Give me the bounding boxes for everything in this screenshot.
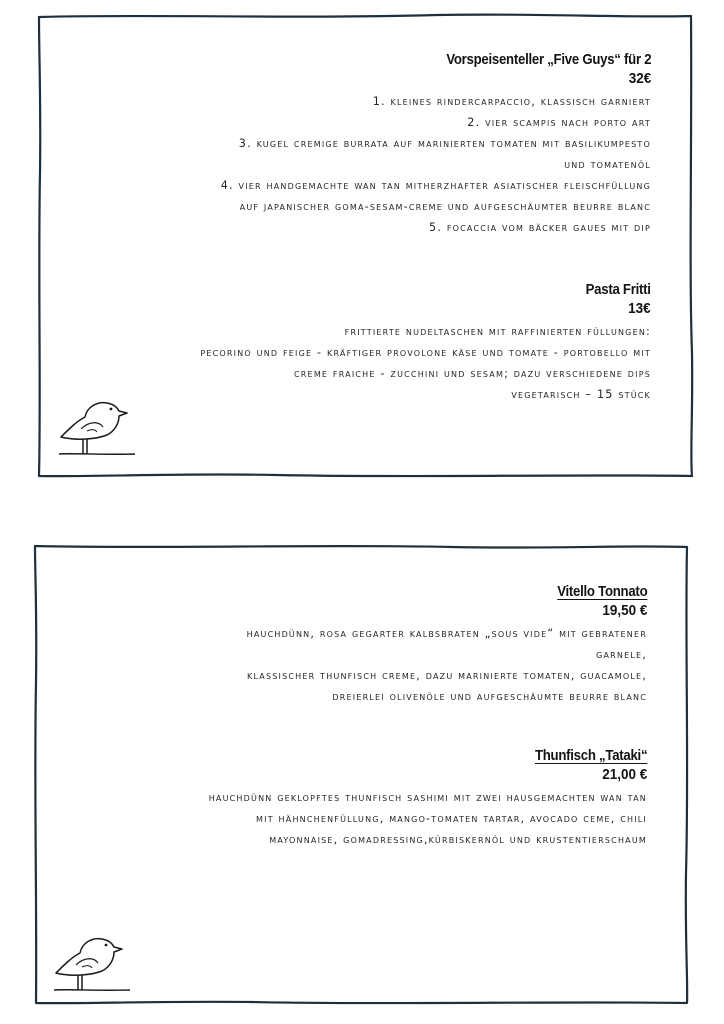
dish-price: 19,50 € [601, 602, 647, 619]
description-line: 3. kugel cremige burrata auf marinierten tomaten mit basilikumpesto [238, 137, 651, 150]
dish-description [200, 321, 651, 405]
description-line: 1. kleines rindercarpaccio, klassisch garniert [372, 95, 651, 108]
dish-vitello-tonnato [247, 583, 647, 707]
description-line: 4. vier handgemachte wan tan mitherzhafter asiatischer fleischfüllung [220, 179, 651, 192]
dish-description [221, 91, 651, 238]
dish-title: Vitello Tonnato [556, 583, 647, 600]
description-line: dreierlei olivenöle und aufgeschäumte beurre blanc [332, 690, 647, 703]
dish-description [209, 787, 647, 850]
bird-doodle-icon [57, 399, 139, 459]
description-line: hauchdünn, rosa gegarter kalbsbraten „sous vide“ mit gebratener [246, 627, 647, 640]
description-line: vegetarisch – 15 stück [511, 388, 651, 401]
bird-doodle-icon [52, 935, 134, 995]
dish-description [247, 623, 647, 707]
description-line: mit hähnchenfüllung, mango-tomaten tartar, avocado ceme, chili [256, 812, 647, 825]
description-line: creme fraiche - zucchini und sesam; dazu verschiedene dips [294, 367, 651, 380]
description-line: auf japanischer goma-sesam-creme und aufgeschäumter beurre blanc [239, 200, 651, 213]
description-line: garnele, [596, 648, 647, 661]
dish-price: 32€ [628, 70, 651, 87]
description-line: klassischer thunfisch creme, dazu marinierte tomaten, guacamole, [247, 669, 647, 682]
menu-card-top [37, 13, 693, 479]
menu-card-bottom [32, 543, 689, 1006]
dish-title: Pasta Fritti [585, 281, 651, 298]
dish-price: 21,00 € [601, 766, 647, 783]
dish-title: Thunfisch „Tataki“ [534, 747, 647, 764]
description-line: mayonnaise, gomadressing,kürbiskernöl und krustentierschaum [269, 833, 647, 846]
dish-thunfisch-tataki [209, 747, 647, 850]
description-line: 2. vier scampis nach porto art [467, 116, 651, 129]
description-line: frittierte nudeltaschen mit raffinierten füllungen: [344, 325, 651, 338]
description-line: 5. focaccia vom bäcker gaues mit dip [429, 221, 651, 234]
dish-price: 13€ [628, 300, 651, 317]
dish-title: Vorspeisenteller „Five Guys“ für 2 [446, 51, 651, 68]
description-line: pecorino und feige - kräftiger provolone käse und tomate - portobello mit [200, 346, 651, 359]
description-line: hauchdünn geklopftes thunfisch sashimi mit zwei hausgemachten wan tan [208, 791, 647, 804]
dish-vorspeisenteller [221, 51, 651, 238]
description-line: und tomatenöl [564, 158, 651, 171]
dish-pasta-fritti [200, 281, 651, 405]
